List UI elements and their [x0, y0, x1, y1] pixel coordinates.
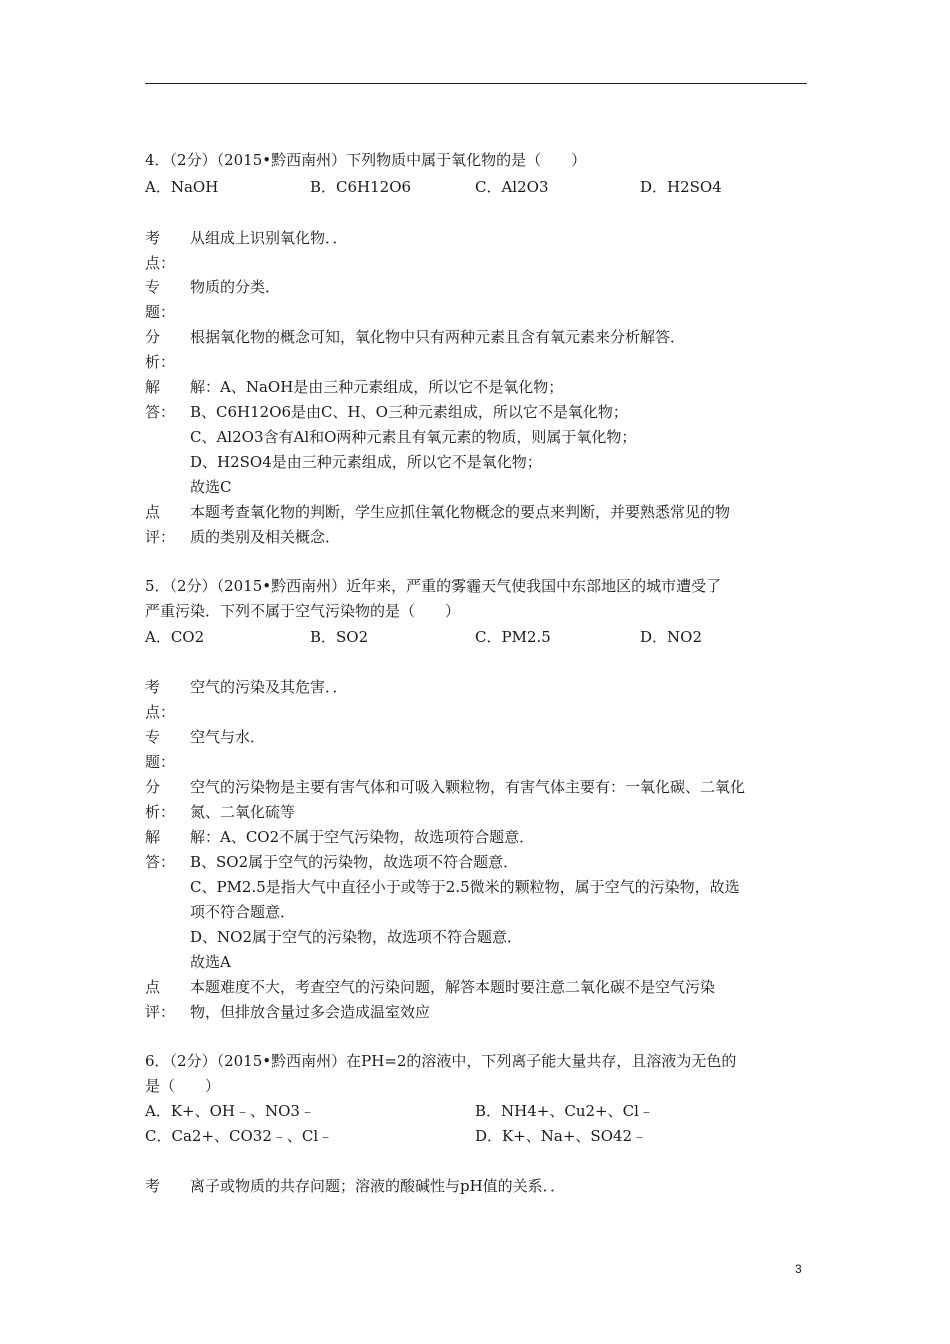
q5-jieda-line: 项不符合题意．: [190, 903, 296, 921]
q5-dianping-label-2: 评：: [145, 1003, 176, 1021]
q5-dianping-label-1: 点: [145, 978, 161, 996]
q4-dianping-line: 质的类别及相关概念．: [190, 528, 341, 546]
q4-dianping-label-1: 点: [145, 503, 161, 521]
q4-zhuanti-label-2: 题：: [145, 303, 176, 321]
q5-jieda-line: B、SO2属于空气的污染物，故选项不符合题意．: [190, 853, 519, 871]
q4-jieda-line: 故选C: [190, 478, 232, 496]
q5-jieda-line: 解：A、CO2不属于空气污染物，故选项符合题意．: [190, 828, 535, 846]
q4-stem: 4．（2分）（2015•黔西南州）下列物质中属于氧化物的是（ ）: [145, 151, 587, 169]
q5-option-b: B．SO2: [310, 628, 369, 646]
q6-option-c: C．Ca2+、CO32﹣、Cl﹣: [145, 1127, 334, 1145]
q4-fenxi-label-2: 析：: [145, 353, 176, 371]
q4-fenxi: 根据氧化物的概念可知，氧化物中只有两种元素且含有氧元素来分析解答．: [190, 328, 686, 346]
q5-jieda-label-2: 答：: [145, 853, 176, 871]
q6-kaodian: 离子或物质的共存问题；溶液的酸碱性与pH值的关系．．: [190, 1177, 566, 1195]
q5-stem-line: 5．（2分）（2015•黔西南州）近年来，严重的雾霾天气使我国中东部地区的城市遭受了: [145, 577, 722, 595]
q5-kaodian-label-2: 点：: [145, 703, 176, 721]
q5-kaodian: 空气的污染及其危害．．: [190, 678, 348, 696]
q4-zhuanti: 物质的分类．: [190, 278, 281, 296]
q5-jieda-line: 故选A: [190, 953, 231, 971]
q6-stem-line: 是（ ）: [145, 1077, 221, 1095]
q5-zhuanti-label-1: 专: [145, 728, 161, 746]
q4-jieda-label-2: 答：: [145, 403, 176, 421]
q6-option-d: D．K+、Na+、SO42﹣: [475, 1127, 648, 1145]
q4-option-b: B．C6H12O6: [310, 178, 412, 196]
q4-jieda-line: D、H2SO4是由三种元素组成，所以它不是氧化物；: [190, 453, 542, 471]
q6-kaodian-label: 考: [145, 1177, 161, 1195]
q4-option-a: A．NaOH: [145, 178, 219, 196]
q4-jieda-line: C、Al2O3含有Al和O两种元素且有氧元素的物质，则属于氧化物；: [190, 428, 637, 446]
q5-option-c: C．PM2.5: [475, 628, 551, 646]
q4-kaodian-label-1: 考: [145, 229, 161, 247]
q6-option-b: B．NH4+、Cu2+、Cl﹣: [475, 1102, 654, 1120]
q5-option-a: A．CO2: [145, 628, 205, 646]
q5-option-d: D．NO2: [640, 628, 702, 646]
q5-zhuanti-label-2: 题：: [145, 753, 176, 771]
header-rule: [145, 83, 807, 84]
q4-kaodian: 从组成上识别氧化物．．: [190, 229, 348, 247]
q5-jieda-label-1: 解: [145, 828, 161, 846]
q5-jieda-line: C、PM2.5是指大气中直径小于或等于2.5微米的颗粒物，属于空气的污染物，故选: [190, 878, 740, 896]
q4-option-c: C．Al2O3: [475, 178, 549, 196]
q4-jieda-line: 解：A、NaOH是由三种元素组成，所以它不是氧化物；: [190, 378, 564, 396]
q4-fenxi-label-1: 分: [145, 328, 161, 346]
q5-fenxi-line: 氮、二氧化硫等: [190, 803, 296, 821]
q5-kaodian-label-1: 考: [145, 678, 161, 696]
q5-fenxi-label-1: 分: [145, 778, 161, 796]
q4-zhuanti-label-1: 专: [145, 278, 161, 296]
q4-dianping-line: 本题考查氧化物的判断，学生应抓住氧化物概念的要点来判断，并要熟悉常见的物: [190, 503, 731, 521]
q5-jieda-line: D、NO2属于空气的污染物，故选项不符合题意．: [190, 928, 522, 946]
q4-jieda-label-1: 解: [145, 378, 161, 396]
q5-fenxi-line: 空气的污染物是主要有害气体和可吸入颗粒物，有害气体主要有：一氧化碳、二氧化: [190, 778, 746, 796]
q4-option-d: D．H2SO4: [640, 178, 722, 196]
q5-zhuanti: 空气与水．: [190, 728, 266, 746]
q6-option-a: A．K+、OH﹣、NO3﹣: [145, 1102, 315, 1120]
page-number: 3: [795, 1262, 802, 1276]
q5-stem-line: 严重污染．下列不属于空气污染物的是（ ）: [145, 602, 461, 620]
q4-jieda-line: B、C6H12O6是由C、H、O三种元素组成，所以它不是氧化物；: [190, 403, 628, 421]
q5-fenxi-label-2: 析：: [145, 803, 176, 821]
q4-dianping-label-2: 评：: [145, 528, 176, 546]
q5-dianping-line: 本题难度不大，考查空气的污染问题，解答本题时要注意二氧化碳不是空气污染: [190, 978, 716, 996]
q6-stem-line: 6．（2分）（2015•黔西南州）在PH=2的溶液中，下列离子能大量共存，且溶液为无色的: [145, 1052, 737, 1070]
q4-kaodian-label-2: 点：: [145, 254, 176, 272]
q5-dianping-line: 物，但排放含量过多会造成温室效应: [190, 1003, 431, 1021]
